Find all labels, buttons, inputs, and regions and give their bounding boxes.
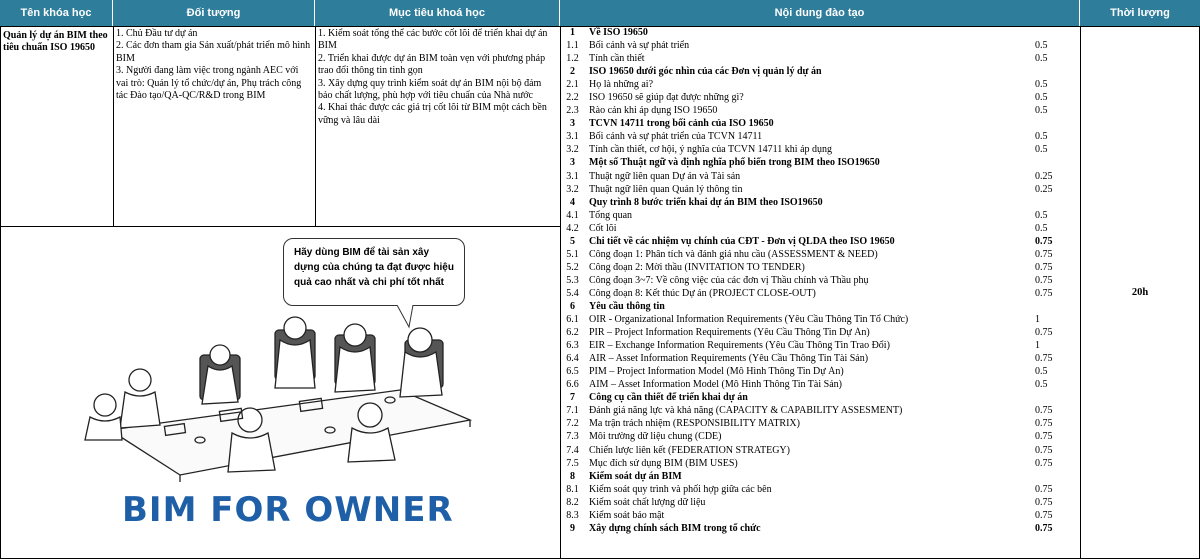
content-number: 8.1 bbox=[566, 483, 579, 495]
content-item-row bbox=[560, 430, 1080, 443]
content-duration: 0.75 bbox=[1035, 457, 1053, 469]
content-duration: 0.25 bbox=[1035, 170, 1053, 182]
content-number: 3 bbox=[570, 157, 575, 169]
content-title: Tính cần thiết bbox=[589, 53, 645, 65]
content-title: Tổng quan bbox=[589, 209, 633, 221]
content-item-row bbox=[560, 222, 1080, 235]
content-number: 6.6 bbox=[566, 379, 579, 391]
speech-bubble bbox=[283, 238, 465, 306]
content-section-row bbox=[560, 391, 1080, 404]
content-item-row bbox=[560, 183, 1080, 196]
content-number: 1.1 bbox=[566, 40, 579, 52]
content-title: Chiến lược liên kết (FEDERATION STRATEGY) bbox=[589, 444, 790, 456]
content-number: 6 bbox=[570, 301, 575, 312]
header-content: Nội dung đào tạo bbox=[560, 0, 1080, 26]
total-duration: 20h bbox=[1131, 287, 1149, 298]
content-number: 2 bbox=[570, 66, 575, 78]
content-title: Mục đích sử dụng BIM (BIM USES) bbox=[589, 457, 738, 469]
content-item-row bbox=[560, 339, 1080, 352]
content-number: 3.1 bbox=[566, 131, 579, 143]
content-title: OIR - Organizational Information Requirements (Yêu Cầu Thông Tin Tổ Chức) bbox=[589, 314, 909, 326]
content-section-row bbox=[560, 65, 1080, 78]
content-item-row bbox=[560, 496, 1080, 509]
content-number: 8 bbox=[570, 470, 575, 482]
content-title: Thuật ngữ liên quan Quản lý thông tin bbox=[589, 183, 743, 195]
content-number: 5 bbox=[570, 235, 575, 247]
content-number: 8.2 bbox=[566, 496, 579, 508]
content-title: Môi trường dữ liệu chung (CDE) bbox=[589, 431, 722, 443]
content-number: 1 bbox=[570, 27, 575, 39]
content-title: Kiểm soát bảo mật bbox=[589, 509, 665, 521]
content-duration: 0.75 bbox=[1035, 287, 1053, 299]
content-item-row bbox=[560, 509, 1080, 522]
content-item-row bbox=[560, 248, 1080, 261]
content-number: 5.2 bbox=[566, 261, 579, 273]
content-number: 5.4 bbox=[566, 287, 579, 299]
content-number: 3.1 bbox=[566, 170, 579, 182]
objective-item: 4. Khai thác được các giá trị cốt lõi từ BIM một cách bền vững và lâu dài bbox=[318, 102, 547, 126]
brand-title: BIM FOR OWNER bbox=[122, 490, 454, 530]
content-item-row bbox=[560, 78, 1080, 91]
content-number: 4.1 bbox=[566, 209, 579, 221]
content-duration: 0.75 bbox=[1035, 405, 1053, 417]
content-number: 6.2 bbox=[566, 327, 579, 339]
content-title: EIR – Exchange Information Requirements (Yêu Cầu Thông Tin Trao Đổi) bbox=[589, 340, 890, 352]
content-section-row bbox=[560, 235, 1080, 248]
content-title: Kiểm soát chất lượng dữ liệu bbox=[589, 496, 706, 508]
content-duration: 0.75 bbox=[1035, 261, 1053, 273]
content-duration: 0.5 bbox=[1035, 131, 1048, 143]
content-title: Công đoạn 3~7: Về công việc của các đơn vị Thầu chính và Thầu phụ bbox=[589, 274, 869, 286]
content-title: Rào cản khi áp dụng ISO 19650 bbox=[589, 105, 718, 117]
content-title: Yêu cầu thông tin bbox=[589, 301, 665, 312]
content-number: 7.5 bbox=[566, 457, 579, 469]
content-title: Bối cảnh và sự phát triển của TCVN 14711 bbox=[589, 131, 763, 143]
content-title: Công đoạn 8: Kết thúc Dự án (PROJECT CLOSE-OUT) bbox=[589, 287, 816, 299]
content-number: 6.3 bbox=[566, 340, 579, 352]
content-duration: 0.75 bbox=[1035, 353, 1053, 365]
content-item-row bbox=[560, 417, 1080, 430]
content-title: Công đoạn 2: Mời thầu (INVITATION TO TENDER) bbox=[589, 261, 805, 273]
content-title: Bối cảnh và sự phát triển bbox=[589, 40, 690, 52]
content-item-row bbox=[560, 457, 1080, 470]
content-item-row bbox=[560, 261, 1080, 274]
content-duration: 1 bbox=[1035, 340, 1040, 352]
content-number: 5.3 bbox=[566, 274, 579, 286]
content-title: Quy trình 8 bước triển khai dự án BIM theo ISO19650 bbox=[589, 196, 823, 208]
content-item-row bbox=[560, 209, 1080, 222]
audience-list bbox=[116, 28, 312, 102]
content-number: 8.3 bbox=[566, 509, 579, 521]
content-number: 3.2 bbox=[566, 144, 579, 156]
content-title: Họ là những ai? bbox=[589, 79, 654, 91]
content-number: 2.2 bbox=[566, 92, 579, 104]
content-number: 3 bbox=[570, 118, 575, 130]
speech-text: Hãy dùng BIM để tài sản xây dựng của chúng ta đạt được hiệu quả cao nhất và chi phí tốt nhất bbox=[294, 247, 454, 288]
content-title: Ma trận trách nhiệm (RESPONSIBILITY MATRIX) bbox=[589, 418, 800, 430]
content-section-row bbox=[560, 196, 1080, 209]
header-audience: Đối tượng bbox=[113, 0, 315, 26]
content-duration: 1 bbox=[1035, 314, 1040, 326]
content-number: 1.2 bbox=[566, 53, 579, 65]
header-duration: Thời lượng bbox=[1080, 0, 1200, 26]
content-item-row bbox=[560, 52, 1080, 65]
content-number: 2.3 bbox=[566, 105, 579, 117]
content-title: Công đoạn 1: Phân tích và đánh giá nhu cầu (ASSESSMENT & NEED) bbox=[589, 248, 878, 260]
content-duration: 0.75 bbox=[1035, 444, 1053, 456]
content-item-row bbox=[560, 143, 1080, 156]
content-section-row bbox=[560, 156, 1080, 169]
content-title: ISO 19650 sẽ giúp đạt được những gì? bbox=[589, 92, 744, 104]
content-section-row bbox=[560, 117, 1080, 130]
content-title: Tính cần thiết, cơ hội, ý nghĩa của TCVN 14711 khi áp dụng bbox=[589, 144, 833, 156]
content-title: Một số Thuật ngữ và định nghĩa phổ biến trong BIM theo ISO19650 bbox=[589, 157, 880, 169]
content-list bbox=[560, 26, 1080, 535]
content-item-row bbox=[560, 287, 1080, 300]
content-item-row bbox=[560, 104, 1080, 117]
content-number: 6.5 bbox=[566, 366, 579, 378]
content-title: AIM – Asset Information Model (Mô Hình Thông Tin Tài Sản) bbox=[589, 379, 842, 391]
content-title: PIM – Project Information Model (Mô Hình Thông Tin Dự Án) bbox=[589, 366, 844, 378]
content-number: 7.1 bbox=[566, 405, 579, 417]
content-duration: 0.75 bbox=[1035, 327, 1053, 339]
content-section-row bbox=[560, 300, 1080, 313]
content-number: 4 bbox=[570, 196, 575, 208]
content-title: Cốt lõi bbox=[589, 222, 617, 234]
content-section-row bbox=[560, 26, 1080, 39]
content-number: 5.1 bbox=[566, 248, 579, 260]
content-item-row bbox=[560, 444, 1080, 457]
content-duration: 0.75 bbox=[1035, 483, 1053, 495]
content-duration: 0.5 bbox=[1035, 53, 1048, 65]
speech-bubble-tail bbox=[395, 305, 417, 329]
content-duration: 0.5 bbox=[1035, 366, 1048, 378]
objective-item: 2. Triển khai được dự án BIM toàn vẹn với phương pháp trao đổi thông tin tinh gọn bbox=[318, 52, 546, 77]
content-duration: 0.5 bbox=[1035, 79, 1048, 91]
audience-item: 3. Người đang làm việc trong ngành AEC với vai trò: Quản lý tổ chức/dự án, Phụ trách công tác Đào tạo/QA-QC/R&D trong BIM bbox=[116, 65, 302, 102]
content-title: Về ISO 19650 bbox=[589, 27, 648, 39]
content-duration: 0.5 bbox=[1035, 209, 1048, 221]
content-number: 3.2 bbox=[566, 183, 579, 195]
content-title: PIR – Project Information Requirements (Yêu Cầu Thông Tin Dự Án) bbox=[589, 327, 870, 339]
content-number: 7.3 bbox=[566, 431, 579, 443]
content-item-row bbox=[560, 170, 1080, 183]
objectives-list bbox=[318, 28, 558, 127]
content-title: Chi tiết về các nhiệm vụ chính của CĐT - Đơn vị QLDA theo ISO 19650 bbox=[589, 235, 895, 247]
content-duration: 0.5 bbox=[1035, 222, 1048, 234]
content-title: AIR – Asset Information Requirements (Yêu Cầu Thông Tin Tài Sản) bbox=[589, 353, 869, 365]
content-duration: 0.75 bbox=[1035, 522, 1053, 534]
content-item-row bbox=[560, 130, 1080, 143]
content-duration: 0.75 bbox=[1035, 431, 1053, 443]
content-item-row bbox=[560, 404, 1080, 417]
content-duration: 0.75 bbox=[1035, 235, 1053, 247]
content-duration: 0.5 bbox=[1035, 40, 1048, 52]
content-number: 7.2 bbox=[566, 418, 579, 430]
course-name: Quản lý dự án BIM theo tiêu chuẩn ISO 19650 bbox=[3, 30, 108, 54]
content-section-row bbox=[560, 522, 1080, 535]
content-item-row bbox=[560, 365, 1080, 378]
content-title: Thuật ngữ liên quan Dự án và Tài sản bbox=[589, 170, 741, 182]
content-duration: 0.75 bbox=[1035, 509, 1053, 521]
content-section-row bbox=[560, 470, 1080, 483]
content-duration: 0.25 bbox=[1035, 183, 1053, 195]
content-title: Kiểm soát dự án BIM bbox=[589, 470, 682, 482]
content-number: 6.1 bbox=[566, 314, 579, 326]
content-duration: 0.75 bbox=[1035, 496, 1053, 508]
content-title: TCVN 14711 trong bối cảnh của ISO 19650 bbox=[589, 118, 774, 130]
content-number: 9 bbox=[570, 522, 575, 534]
audience-item: 1. Chủ Đầu tư dự án bbox=[116, 28, 198, 39]
content-title: Công cụ cần thiết để triển khai dự án bbox=[589, 392, 748, 404]
content-title: Kiểm soát quy trình và phối hợp giữa các bên bbox=[589, 483, 772, 495]
content-duration: 0.75 bbox=[1035, 274, 1053, 286]
header-course: Tên khóa học bbox=[0, 0, 113, 26]
content-item-row bbox=[560, 352, 1080, 365]
content-title: Xây dựng chính sách BIM trong tổ chức bbox=[589, 522, 761, 534]
content-item-row bbox=[560, 274, 1080, 287]
content-duration: 0.5 bbox=[1035, 105, 1048, 117]
objective-item: 3. Xây dựng quy trình kiểm soát dự án BIM nội bộ đảm bảo chất lượng, phù hợp với tiêu chuẩn của Nhà nước bbox=[318, 77, 542, 102]
content-item-row bbox=[560, 91, 1080, 104]
content-item-row bbox=[560, 313, 1080, 326]
content-number: 7 bbox=[570, 392, 575, 404]
content-number: 6.4 bbox=[566, 353, 579, 365]
audience-item: 2. Các đơn tham gia Sản xuất/phát triển mô hình BIM bbox=[116, 40, 311, 64]
content-number: 2.1 bbox=[566, 79, 579, 91]
content-item-row bbox=[560, 483, 1080, 496]
content-number: 7.4 bbox=[566, 444, 579, 456]
content-duration: 0.75 bbox=[1035, 418, 1053, 430]
content-duration: 0.75 bbox=[1035, 248, 1053, 260]
content-duration: 0.5 bbox=[1035, 144, 1048, 156]
content-title: Đánh giá năng lực và khả năng (CAPACITY & CAPABILITY ASSESMENT) bbox=[589, 405, 903, 417]
content-item-row bbox=[560, 39, 1080, 52]
objective-item: 1. Kiểm soát tổng thể các bước cốt lõi để triển khai dự án BIM bbox=[318, 28, 548, 52]
content-title: ISO 19650 dưới góc nhìn của các Đơn vị quản lý dự án bbox=[589, 66, 822, 78]
content-item-row bbox=[560, 378, 1080, 391]
content-duration: 0.5 bbox=[1035, 379, 1048, 391]
content-duration: 0.5 bbox=[1035, 92, 1048, 104]
header-objectives: Mục tiêu khoá học bbox=[315, 0, 560, 26]
meeting-illustration bbox=[70, 300, 490, 490]
content-number: 4.2 bbox=[566, 222, 579, 234]
content-item-row bbox=[560, 326, 1080, 339]
